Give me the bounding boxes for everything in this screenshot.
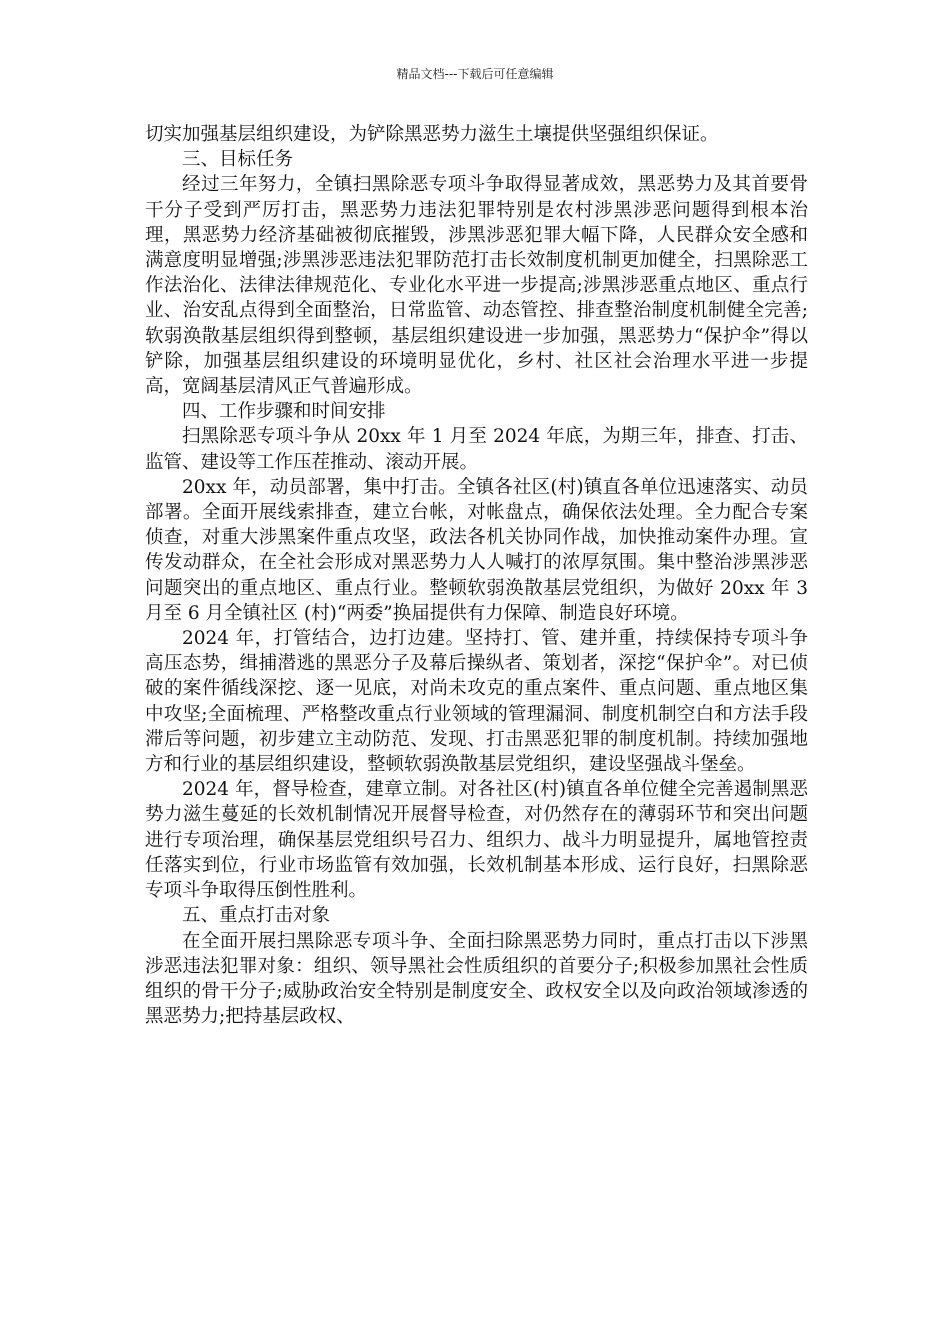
document-body bbox=[145, 122, 808, 1029]
paragraph: 经过三年努力，全镇扫黑除恶专项斗争取得显著成效，黑恶势力及其首要骨干分子受到严厉打击，黑恶势力违法犯罪特别是农村涉黑涉恶问题得到根本治理，黑恶势力经济基础被彻底摧毁，涉黑涉恶犯罪大幅下降，人民群众安全感和满意度明显增强;涉黑涉恶违法犯罪防范打击长效制度机制更加健全，扫黑除恶工作法治化、法律法律规范化、专业化水平进一步提高;涉黑涉恶重点地区、重点行业、治安乱点得到全面整治，日常监管、动态管控、排查整治制度机制健全完善;软弱涣散基层组织得到整顿，基层组织建设进一步加强，黑恶势力“保护伞”得以铲除，加强基层组织建设的环境明显优化，乡村、社区社会治理水平进一步提高，宽阔基层清风正气普遍形成。 bbox=[145, 174, 808, 398]
section-heading-4: 四、工作步骤和时间安排 bbox=[182, 401, 386, 423]
paragraph: 扫黑除恶专项斗争从 20xx 年 1 月至 2024 年底，为期三年，排查、打击、监管、建设等工作压茬推动、滚动开展。 bbox=[145, 426, 808, 473]
paragraph: 2024 年，督导检查，建章立制。对各社区(村)镇直各单位健全完善遏制黑恶势力滋生蔓延的长效机制情况开展督导检查，对仍然存在的薄弱环节和突出问题进行专项治理，确保基层党组织号召力、组织力、战斗力明显提升，属地管控责任落实到位，行业市场监管有效加强，长效机制基本形成、运行良好，扫黑除恶专项斗争取得压倒性胜利。 bbox=[145, 779, 808, 902]
section-heading-5: 五、重点打击对象 bbox=[182, 905, 331, 927]
section-heading-3: 三、目标任务 bbox=[182, 149, 294, 171]
paragraph: 20xx 年，动员部署，集中打击。全镇各社区(村)镇直各单位迅速落实、动员部署。全面开展线索排查，建立台帐，对帐盘点，确保依法处理。全力配合专案侦查，对重大涉黑案件重点攻坚，政法各机关协同作战，加快推动案件办理。宣传发动群众，在全社会形成对黑恶势力人人喊打的浓厚氛围。集中整治涉黑涉恶问题突出的重点地区、重点行业。整顿软弱涣散基层党组织，为做好 20xx 年 3 月至 6 月全镇社区 (村)“两委”换届提供有力保障、制造良好环境。 bbox=[145, 476, 808, 624]
paragraph: 切实加强基层组织建设，为铲除黑恶势力滋生土壤提供坚强组织保证。 bbox=[145, 124, 719, 145]
page-header: 精品文档---下载后可任意编辑 bbox=[396, 67, 554, 81]
paragraph: 在全面开展扫黑除恶专项斗争、全面扫除黑恶势力同时，重点打击以下涉黑涉恶违法犯罪对象：组织、领导黑社会性质组织的首要分子;积极参加黑社会性质组织的骨干分子;威胁政治安全特别是制度安全、政权安全以及向政治领域渗透的黑恶势力;把持基层政权、 bbox=[145, 930, 808, 1028]
paragraph: 2024 年，打管结合，边打边建。坚持打、管、建并重，持续保持专项斗争高压态势，缉捕潜逃的黑恶分子及幕后操纵者、策划者，深挖“保护伞”。对已侦破的案件循线深挖、逐一见底，对尚未攻克的重点案件、重点问题、重点地区集中攻坚;全面梳理、严格整改重点行业领域的管理漏洞、制度机制空白和方法手段滞后等问题，初步建立主动防范、发现、打击黑恶犯罪的制度机制。持续加强地方和行业的基层组织建设，整顿软弱涣散基层党组织，建设坚强战斗堡垒。 bbox=[145, 628, 808, 776]
